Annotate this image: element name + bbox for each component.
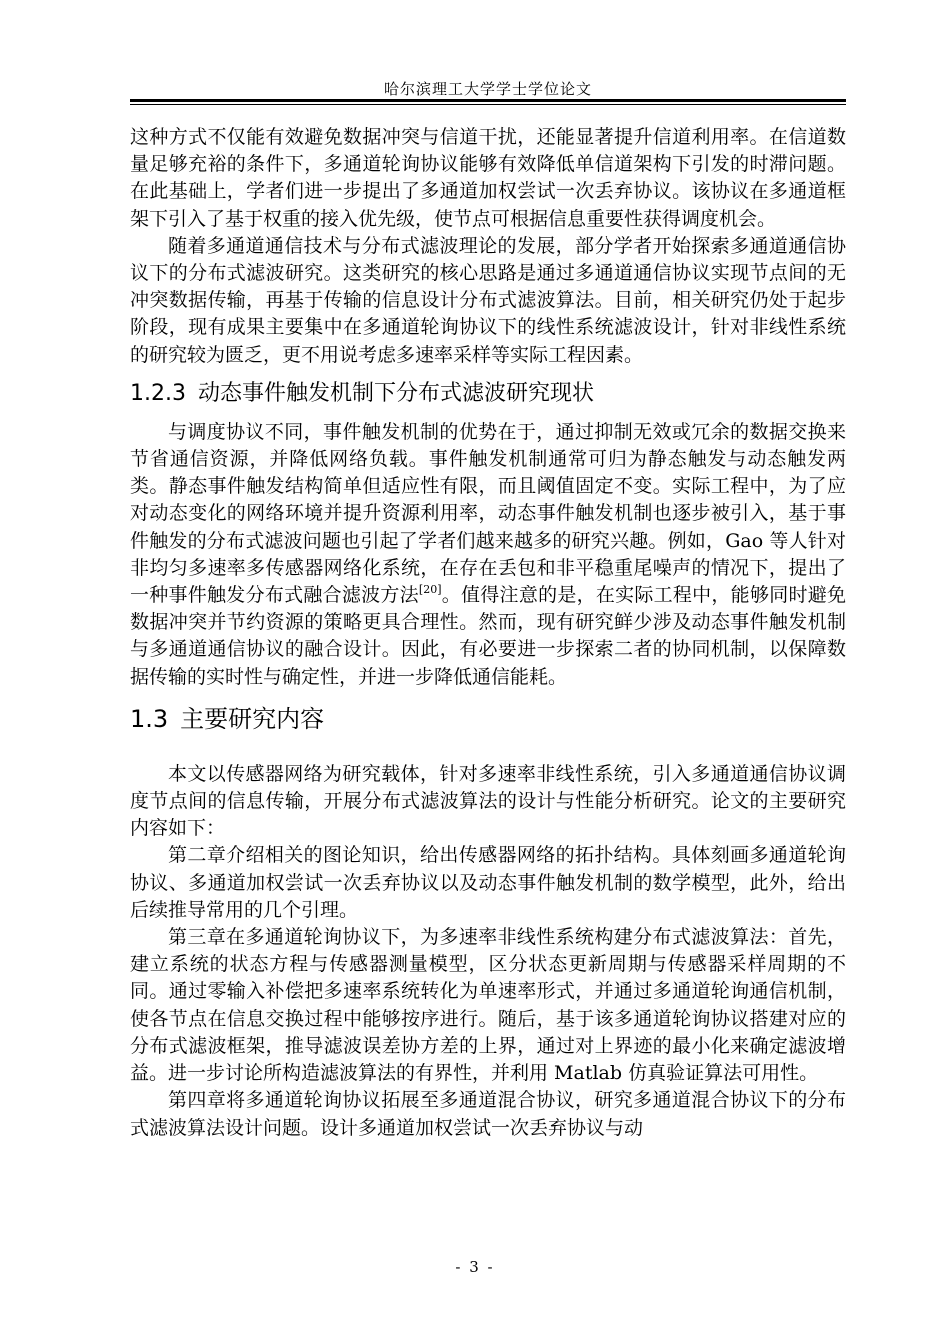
running-header: 哈尔滨理工大学学士学位论文 <box>383 80 592 98</box>
section-number: 1.2.3 <box>130 380 186 406</box>
paragraph-3-text-cont: 。值得注意的是，在实际工程中，能够同时避免数据冲突并节约资源的策略更具合理性。然而，现有研究鲜少涉及动态事件触发机制与多通道通信协议的融合设计。因此，有必要进一步探索二者的协同机制，以保障数据传输的实时性与确定性，并进一步降低通信能耗。 <box>130 584 846 688</box>
section-title: 动态事件触发机制下分布式滤波研究现状 <box>197 380 594 406</box>
header-rule-thick <box>130 99 846 102</box>
body-text <box>130 124 846 1142</box>
paragraph-5: 第二章介绍相关的图论知识，给出传感器网络的拓扑结构。具体刻画多通道轮询协议、多通道加权尝试一次丢弃协议以及动态事件触发机制的数学模型，此外，给出后续推导常用的几个引理。 <box>130 844 846 921</box>
section-number: 1.3 <box>130 704 169 733</box>
section-heading-1-2-3 <box>130 379 846 409</box>
header-rule-thin <box>130 104 846 105</box>
paragraph-7: 第四章将多通道轮询协议拓展至多通道混合协议，研究多通道混合协议下的分布式滤波算法设计问题。设计多通道加权尝试一次丢弃协议与动 <box>130 1089 846 1139</box>
paragraph-1: 这种方式不仅能有效避免数据冲突与信道干扰，还能显著提升信道利用率。在信道数量足够充裕的条件下，多通道轮询协议能够有效降低单信道架构下引发的时滞问题。在此基础上，学者们进一步提出了多通道加权尝试一次丢弃协议。该协议在多通道框架下引入了基于权重的接入优先级，使节点可根据信息重要性获得调度机会。 <box>130 126 846 230</box>
section-heading-1-3 <box>130 703 846 735</box>
paragraph-6: 第三章在多通道轮询协议下，为多速率非线性系统构建分布式滤波算法：首先，建立系统的状态方程与传感器测量模型，区分状态更新周期与传感器采样周期的不同。通过零输入补偿把多速率系统转化为单速率形式，并通过多通道轮询通信机制，使各节点在信息交换过程中能够按序进行。随后，基于该多通道轮询协议搭建对应的分布式滤波框架，推导滤波误差协方差的上界，通过对上界迹的最小化来确定滤波增益。进一步讨论所构造滤波算法的有界性，并利用 Matlab 仿真验证算法可用性。 <box>130 926 846 1085</box>
page-number: - 3 - <box>455 1258 495 1276</box>
section-title: 主要研究内容 <box>180 704 325 733</box>
paragraph-4: 本文以传感器网络为研究载体，针对多速率非线性系统，引入多通道通信协议调度节点间的信息传输，开展分布式滤波算法的设计与性能分析研究。论文的主要研究内容如下： <box>130 762 846 840</box>
paragraph-2: 随着多通道通信技术与分布式滤波理论的发展，部分学者开始探索多通道通信协议下的分布式滤波研究。这类研究的核心思路是通过多通道通信协议实现节点间的无冲突数据传输，再基于传输的信息设计分布式滤波算法。目前，相关研究仍处于起步阶段，现有成果主要集中在多通道轮询协议下的线性系统滤波设计，针对非线性系统的研究较为匮乏，更不用说考虑多速率采样等实际工程因素。 <box>130 234 846 366</box>
paragraph-3 <box>130 419 846 691</box>
citation-20: [20] <box>418 583 442 597</box>
paragraph-3-text: 与调度协议不同，事件触发机制的优势在于，通过抑制无效或冗余的数据交换来节省通信资源，并降低网络负载。事件触发机制通常可归为静态触发与动态触发两类。静态事件触发结构简单但适应性有限，而且阈值固定不变。实际工程中，为了应对动态变化的网络环境并提升资源利用率，动态事件触发机制也逐步被引入，基于事件触发的分布式滤波问题也引起了学者们越来越多的研究兴趣。例如，Gao 等人针对非均匀多速率多传感器网络化系统，在存在丢包和非平稳重尾噪声的情况下，提出了一种事件触发分布式融合滤波方法 <box>130 420 846 607</box>
